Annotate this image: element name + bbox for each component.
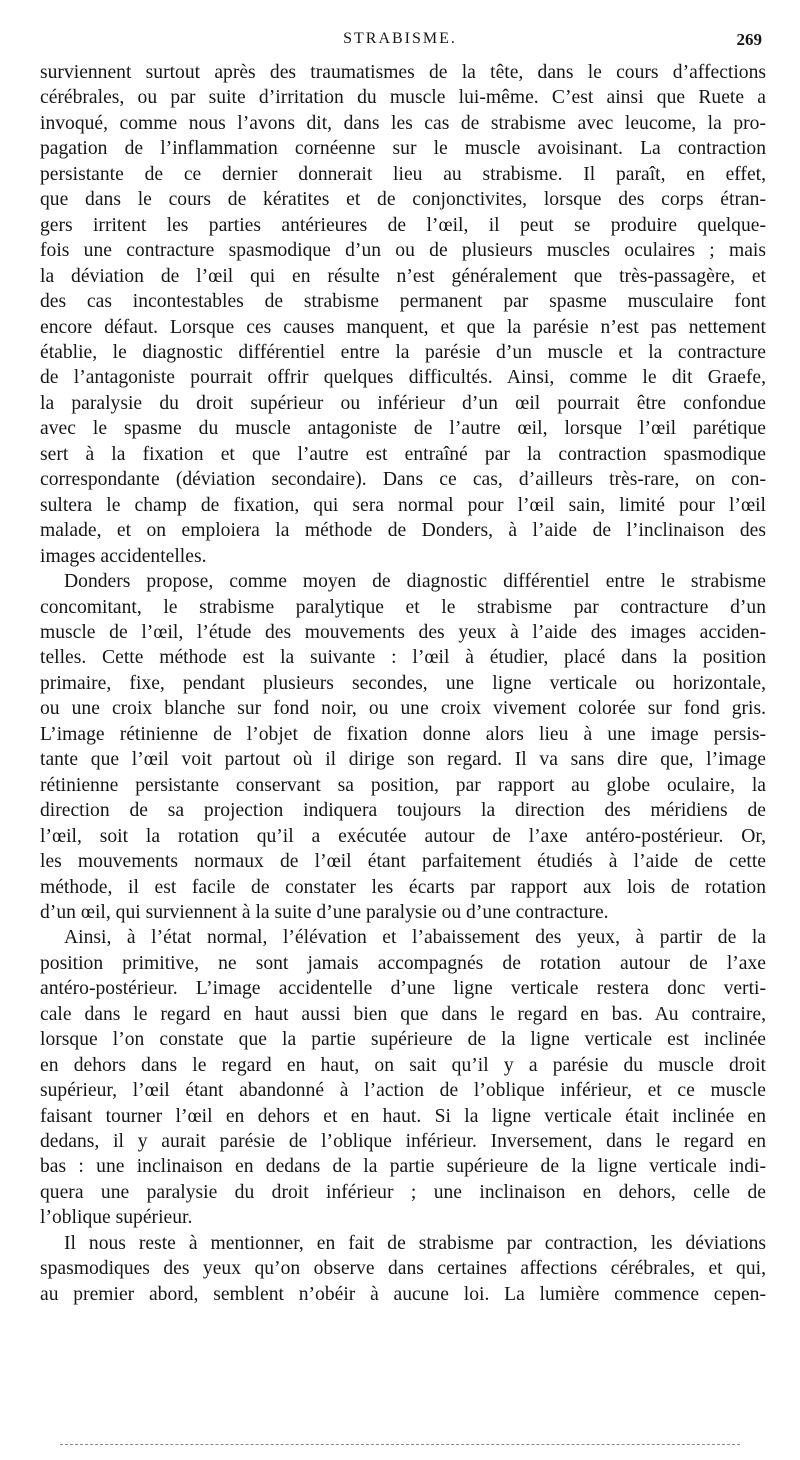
text-line: Il nous reste à mentionner, en fait de strabisme par contraction, les déviations: [64, 1232, 766, 1254]
footer-rule: [60, 1444, 740, 1445]
paragraph-3: [40, 925, 766, 1230]
text-line: Donders propose, comme moyen de diagnostic différentiel entre le strabisme: [64, 571, 766, 593]
text-line: primaire, fixe, pendant plusieurs secondes, une ligne verticale ou horizontale,: [40, 672, 766, 694]
text-line: la déviation de l’œil qui en résulte n’est généralement que très-passagère, et: [40, 265, 766, 287]
text-line: lorsque l’on constate que la partie supérieure de la ligne verticale est inclinée: [40, 1029, 766, 1051]
text-line: rétinienne persistante conservant sa position, par rapport au globe oculaire, la: [40, 774, 766, 796]
text-line: de l’antagoniste pourrait offrir quelques difficultés. Ainsi, comme le dit Graefe,: [40, 367, 766, 389]
text-line: cérébrales, ou par suite d’irritation du muscle lui-même. C’est ainsi que Ruete a: [40, 87, 766, 109]
text-line: l’œil, soit la rotation qu’il a exécutée autour de l’axe antéro-postérieur. Or,: [40, 825, 766, 847]
text-line: surviennent surtout après des traumatismes de la tête, dans le cours d’affections: [40, 62, 766, 83]
text-line: encore défaut. Lorsque ces causes manquent, et que la parésie n’est pas nettement: [40, 316, 766, 338]
running-title: STRABISME.: [343, 30, 457, 47]
text-line: les mouvements normaux de l’œil étant parfaitement étudiés à l’aide de cette: [40, 851, 766, 873]
text-line: L’image rétinienne de l’objet de fixation donne alors lieu à une image persis-: [40, 723, 766, 745]
text-line: invoqué, comme nous l’avons dit, dans les cas de strabisme avec leucome, la pro-: [40, 112, 766, 134]
text-line: ou une croix blanche sur fond noir, ou une croix vivement colorée sur fond gris.: [40, 698, 766, 720]
text-line: sert à la fixation et que l’autre est entraîné par la contraction spasmodique: [40, 443, 766, 465]
text-line: cale dans le regard en haut aussi bien que dans le regard en bas. Au contraire,: [40, 1003, 766, 1025]
text-line: quera une paralysie du droit inférieur ; une inclinaison en dehors, celle de: [40, 1181, 766, 1203]
text-line: position primitive, ne sont jamais accompagnés de rotation autour de l’axe: [40, 952, 766, 974]
text-line: supérieur, l’œil étant abandonné à l’action de l’oblique inférieur, et ce muscle: [40, 1080, 766, 1102]
text-line: pagation de l’inflammation cornéenne sur le muscle avoisinant. La contraction: [40, 138, 766, 160]
text-line: des cas incontestables de strabisme permanent par spasme musculaire font: [40, 291, 766, 313]
text-line: en dehors dans le regard en haut, on sait qu’il y a parésie du muscle droit: [40, 1054, 766, 1076]
text-line: spasmodiques des yeux qu’on observe dans certaines affections cérébrales, et qui,: [40, 1258, 766, 1280]
paragraph-1: [40, 60, 766, 569]
text-line: que dans le cours de kératites et de conjonctivites, lorsque des corps étran-: [40, 189, 766, 211]
text-line: bas : une inclinaison en dedans de la partie supérieure de la ligne verticale indi-: [40, 1156, 766, 1178]
text-line: persistante de ce dernier donnerait lieu au strabisme. Il paraît, en effet,: [40, 163, 766, 185]
running-head: [38, 30, 762, 54]
paragraph-2: [40, 569, 766, 925]
text-body: [40, 60, 766, 1307]
text-line: malade, et on emploiera la méthode de Donders, à l’aide de l’inclinaison des: [40, 520, 766, 542]
text-line: Ainsi, à l’état normal, l’élévation et l’abaissement des yeux, à partir de la: [64, 927, 766, 949]
text-line: images accidentelles.: [40, 545, 207, 567]
text-line: au premier abord, semblent n’obéir à aucune loi. La lumière commence cepen-: [40, 1283, 766, 1305]
text-line: l’oblique supérieur.: [40, 1207, 193, 1229]
text-line: correspondante (déviation secondaire). Dans ce cas, d’ailleurs très-rare, on con-: [40, 469, 766, 491]
text-line: tante que l’œil voit partout où il dirige son regard. Il va sans dire que, l’image: [40, 749, 766, 771]
text-line: telles. Cette méthode est la suivante : l’œil à étudier, placé dans la position: [40, 647, 766, 669]
text-line: concomitant, le strabisme paralytique et le strabisme par contracture d’un: [40, 596, 766, 618]
page-number: 269: [736, 30, 762, 49]
text-line: dedans, il y aurait parésie de l’oblique inférieur. Inversement, dans le regard en: [40, 1131, 766, 1153]
text-line: fois une contracture spasmodique d’un ou de plusieurs muscles oculaires ; mais: [40, 240, 766, 262]
text-line: antéro-postérieur. L’image accidentelle d’une ligne verticale restera donc verti-: [40, 978, 766, 1000]
text-line: la paralysie du droit supérieur ou inférieur d’un œil pourrait être confondue: [40, 392, 766, 414]
text-line: faisant tourner l’œil en dehors et en haut. Si la ligne verticale était inclinée en: [40, 1105, 766, 1127]
text-line: d’un œil, qui surviennent à la suite d’une paralysie ou d’une contracture.: [40, 901, 609, 923]
text-line: gers irritent les parties antérieures de l’œil, il peut se produire quelque-: [40, 214, 766, 236]
text-line: muscle de l’œil, l’étude des mouvements des yeux à l’aide des images acciden-: [40, 621, 766, 643]
text-line: établie, le diagnostic différentiel entre la parésie d’un muscle et la contracture: [40, 341, 766, 363]
paragraph-4: [40, 1231, 766, 1307]
text-line: direction de sa projection indiquera toujours la direction des méridiens de: [40, 800, 766, 822]
text-line: sultera le champ de fixation, qui sera normal pour l’œil sain, limité pour l’œil: [40, 494, 766, 516]
text-line: méthode, il est facile de constater les écarts par rapport aux lois de rotation: [40, 876, 766, 898]
text-line: avec le spasme du muscle antagoniste de l’autre œil, lorsque l’œil parétique: [40, 418, 766, 440]
